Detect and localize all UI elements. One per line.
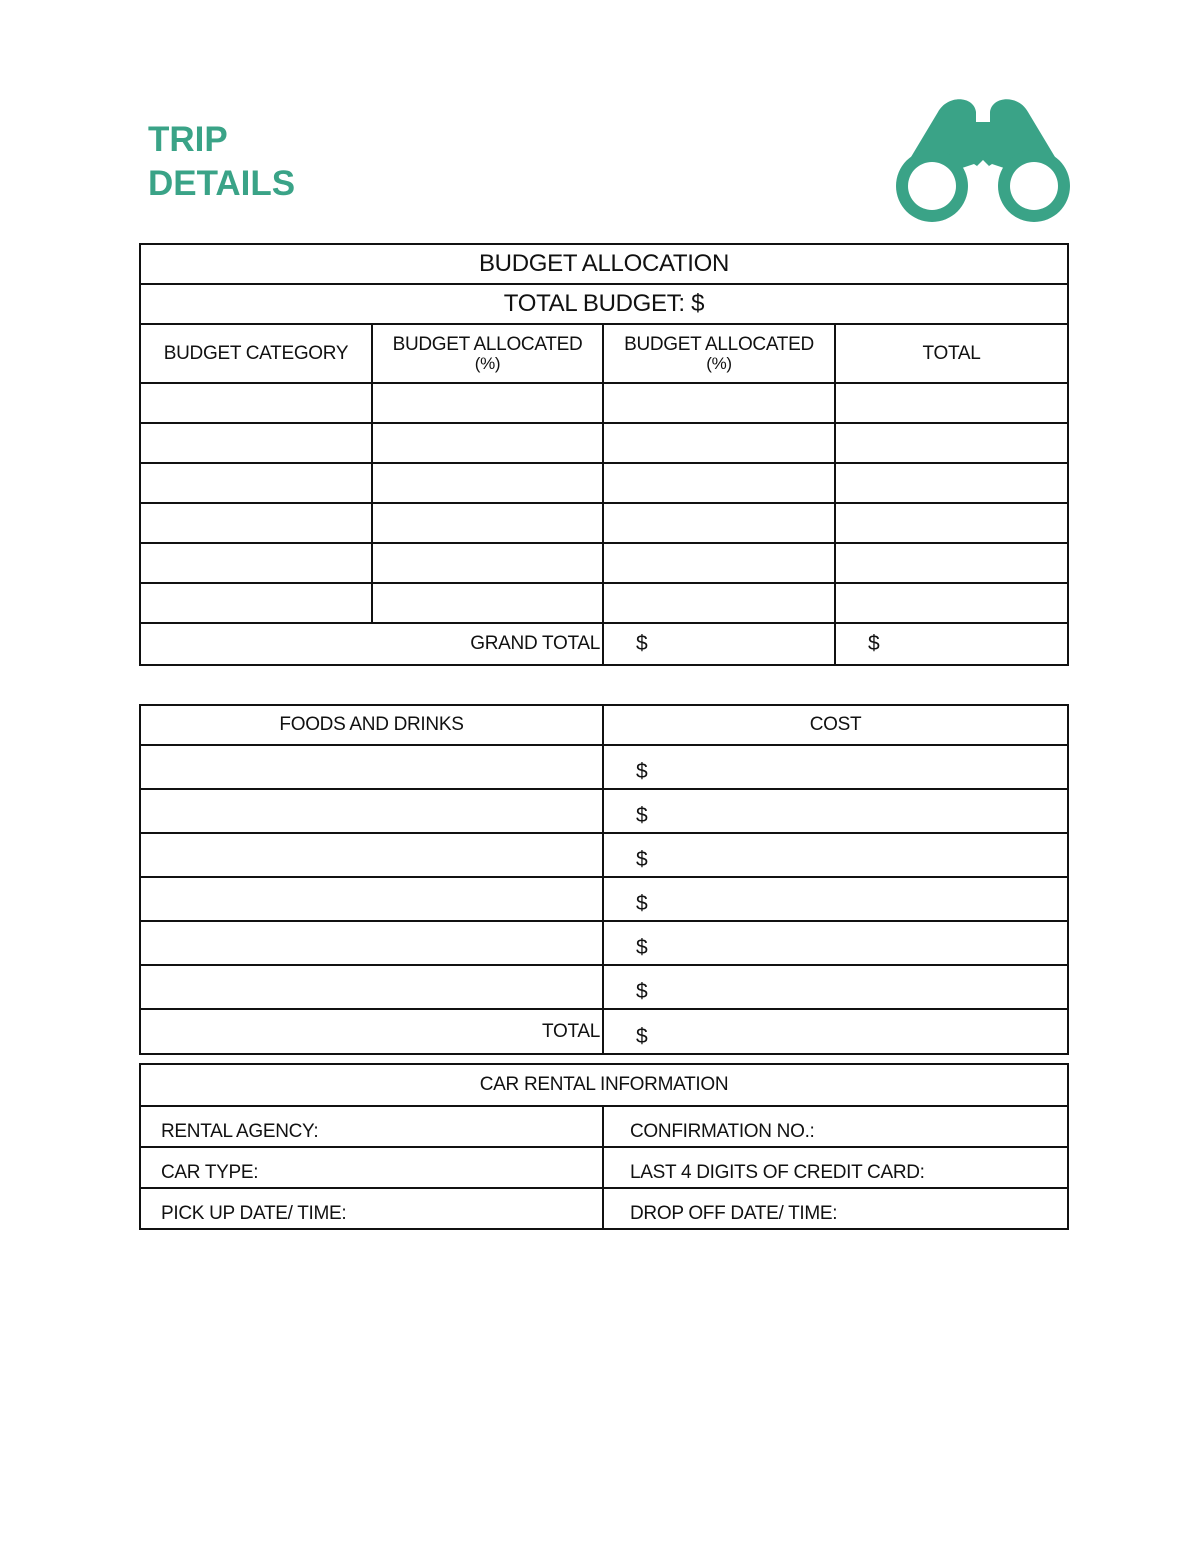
page-title — [148, 118, 295, 206]
budget-allocated-cell[interactable] — [372, 463, 603, 503]
confirmation-no-field[interactable]: CONFIRMATION NO.: — [603, 1106, 1068, 1147]
total-cell[interactable] — [835, 463, 1068, 503]
table-row — [140, 583, 1068, 623]
food-item-cell[interactable] — [140, 745, 603, 789]
budget-allocated-cell[interactable] — [603, 423, 835, 463]
food-cost-cell[interactable]: $ — [603, 833, 1068, 877]
title-line-2: DETAILS — [148, 164, 296, 203]
food-item-cell[interactable] — [140, 921, 603, 965]
budget-category-cell[interactable] — [140, 423, 372, 463]
budget-allocated-cell[interactable] — [603, 583, 835, 623]
budget-category-cell[interactable] — [140, 383, 372, 423]
pick-up-date-time-field[interactable]: PICK UP DATE/ TIME: — [140, 1188, 603, 1229]
food-item-cell[interactable] — [140, 789, 603, 833]
grand-total-allocated-field[interactable]: $ — [603, 623, 835, 665]
binoculars-icon — [896, 94, 1070, 224]
total-cell[interactable] — [835, 423, 1068, 463]
column-header-cost: COST — [603, 705, 1068, 745]
food-total-field[interactable]: $ — [603, 1009, 1068, 1054]
car-rental-title: CAR RENTAL INFORMATION — [140, 1064, 1068, 1106]
budget-allocated-cell[interactable] — [372, 383, 603, 423]
food-cost-cell[interactable]: $ — [603, 789, 1068, 833]
table-row — [140, 463, 1068, 503]
food-cost-cell[interactable]: $ — [603, 877, 1068, 921]
budget-category-cell[interactable] — [140, 463, 372, 503]
table-row — [140, 921, 1068, 965]
food-cost-cell[interactable]: $ — [603, 921, 1068, 965]
total-budget-field[interactable]: TOTAL BUDGET: $ — [140, 284, 1068, 324]
drop-off-date-time-field[interactable]: DROP OFF DATE/ TIME: — [603, 1188, 1068, 1229]
food-item-cell[interactable] — [140, 833, 603, 877]
table-row — [140, 543, 1068, 583]
budget-allocation-title: BUDGET ALLOCATION — [140, 244, 1068, 284]
table-row — [140, 877, 1068, 921]
food-item-cell[interactable] — [140, 877, 603, 921]
total-cell[interactable] — [835, 383, 1068, 423]
table-row — [140, 789, 1068, 833]
budget-category-cell[interactable] — [140, 503, 372, 543]
rental-agency-field[interactable]: RENTAL AGENCY: — [140, 1106, 603, 1147]
title-line-1: TRIP — [148, 120, 228, 159]
grand-total-field[interactable]: $ — [835, 623, 1068, 665]
budget-allocated-cell[interactable] — [603, 463, 835, 503]
budget-category-cell[interactable] — [140, 543, 372, 583]
column-header-total: TOTAL — [835, 324, 1068, 383]
column-header-budget-category: BUDGET CATEGORY — [140, 324, 372, 383]
budget-allocated-cell[interactable] — [603, 383, 835, 423]
table-row — [140, 423, 1068, 463]
food-total-label: TOTAL — [140, 1009, 603, 1054]
car-rental-table — [139, 1063, 1069, 1230]
car-type-field[interactable]: CAR TYPE: — [140, 1147, 603, 1188]
budget-allocated-cell[interactable] — [372, 423, 603, 463]
total-cell[interactable] — [835, 543, 1068, 583]
table-row — [140, 745, 1068, 789]
total-cell[interactable] — [835, 503, 1068, 543]
budget-allocated-cell[interactable] — [603, 543, 835, 583]
table-row — [140, 503, 1068, 543]
credit-card-digits-field[interactable]: LAST 4 DIGITS OF CREDIT CARD: — [603, 1147, 1068, 1188]
column-header-budget-allocated-1: BUDGET ALLOCATED (%) — [372, 324, 603, 383]
table-row — [140, 383, 1068, 423]
food-item-cell[interactable] — [140, 965, 603, 1009]
total-cell[interactable] — [835, 583, 1068, 623]
food-cost-cell[interactable]: $ — [603, 745, 1068, 789]
budget-allocated-cell[interactable] — [603, 503, 835, 543]
budget-category-cell[interactable] — [140, 583, 372, 623]
table-row — [140, 965, 1068, 1009]
table-row — [140, 833, 1068, 877]
column-header-foods-and-drinks: FOODS AND DRINKS — [140, 705, 603, 745]
budget-allocated-cell[interactable] — [372, 583, 603, 623]
grand-total-label: GRAND TOTAL — [140, 623, 603, 665]
food-cost-cell[interactable]: $ — [603, 965, 1068, 1009]
budget-allocation-table — [139, 243, 1069, 666]
budget-allocated-cell[interactable] — [372, 543, 603, 583]
foods-and-drinks-table — [139, 704, 1069, 1055]
budget-allocated-cell[interactable] — [372, 503, 603, 543]
column-header-budget-allocated-2: BUDGET ALLOCATED (%) — [603, 324, 835, 383]
